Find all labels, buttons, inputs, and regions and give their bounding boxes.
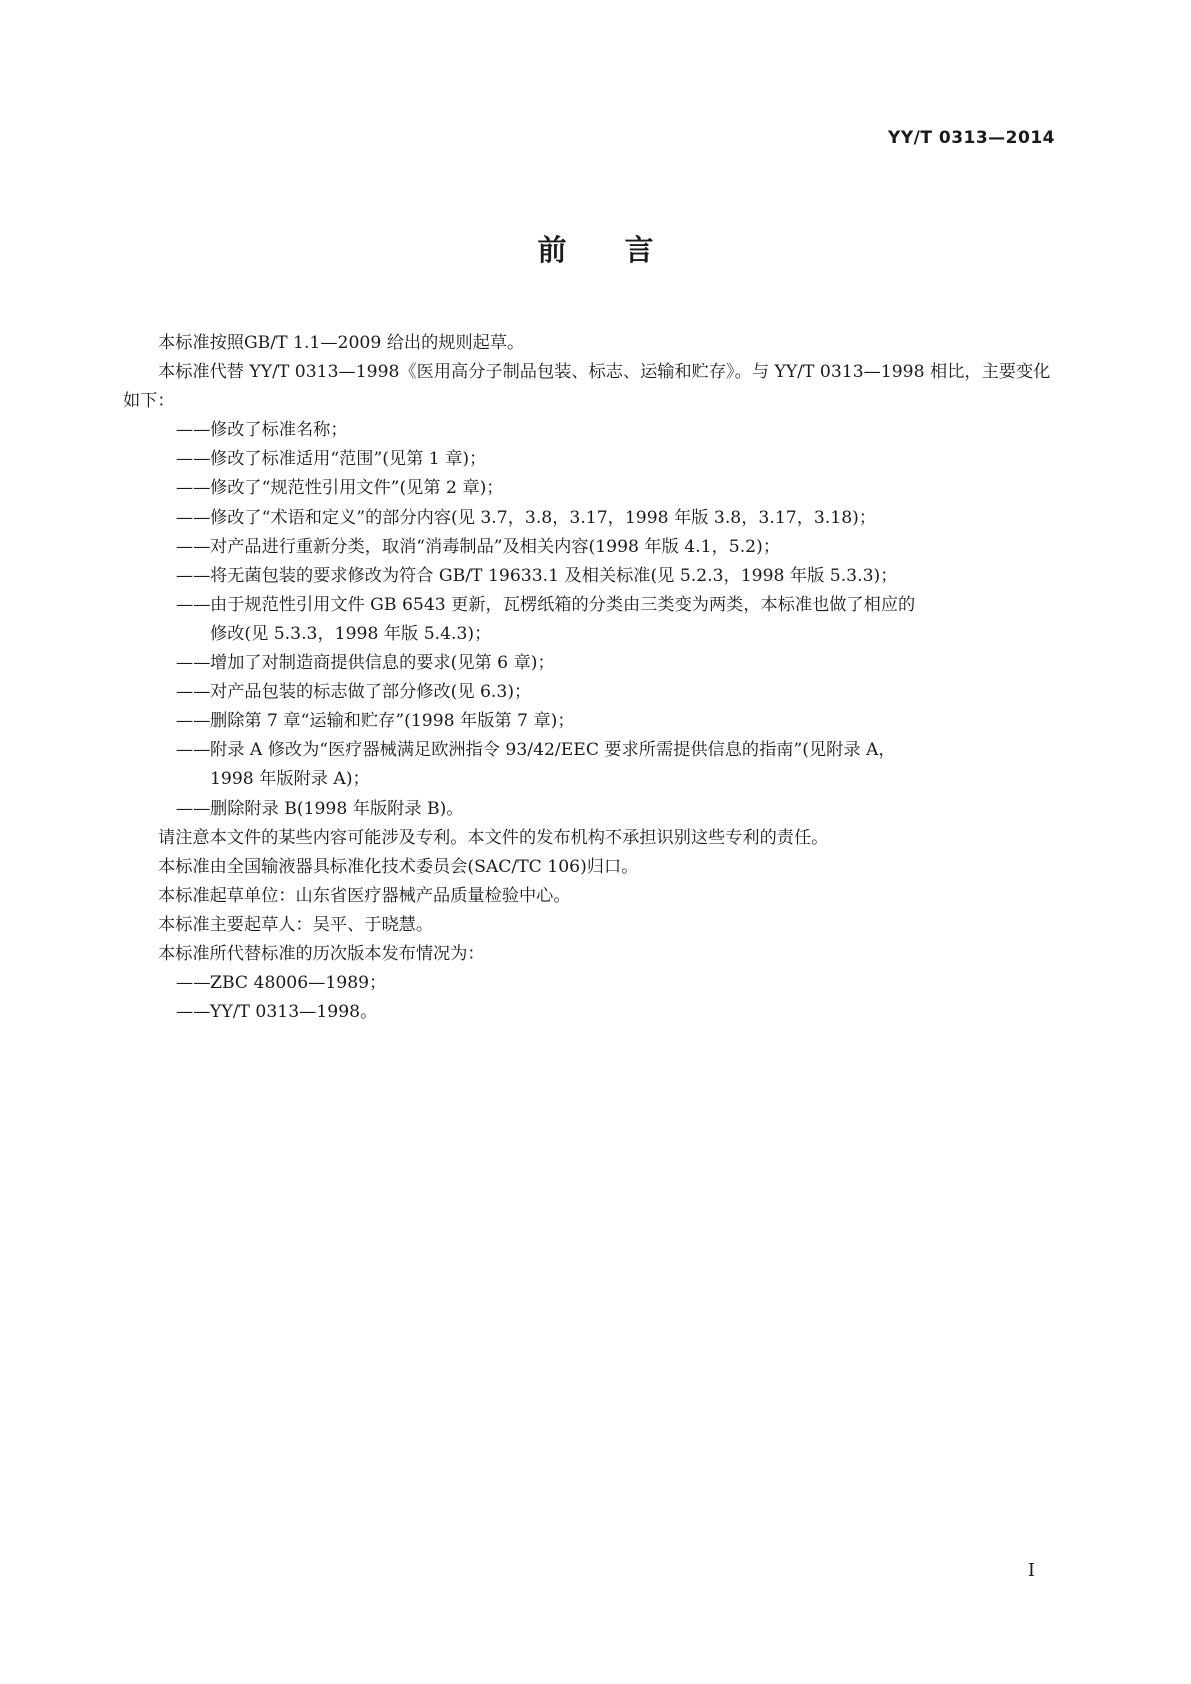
- list-item-text: YY/T 0313—1998。: [210, 1002, 378, 1023]
- list-item: [123, 678, 1058, 707]
- paragraph-drafting-rules: 本标准按照GB/T 1.1—2009 给出的规则起草。: [158, 333, 525, 353]
- changes-list: [123, 416, 1058, 823]
- list-item: [123, 562, 1058, 591]
- title-part-2: 言: [624, 233, 654, 267]
- page-title: [0, 228, 1191, 269]
- list-item: [123, 533, 1058, 562]
- history-list: [123, 969, 1058, 1027]
- dash-mark: ——: [176, 1002, 211, 1023]
- dash-mark: ——: [176, 536, 211, 557]
- list-item-text: 对产品进行重新分类，取消“消毒制品”及相关内容(1998 年版 4.1，5.2)；: [210, 536, 781, 557]
- dash-mark: ——: [176, 653, 211, 674]
- list-item: [123, 416, 1058, 445]
- list-item-text: 删除第 7 章“运输和贮存”(1998 年版第 7 章)；: [210, 711, 575, 732]
- list-item-text: ZBC 48006—1989；: [210, 973, 387, 994]
- page-number: I: [1027, 1560, 1035, 1581]
- list-item-text: 将无菌包装的要求修改为符合 GB/T 19633.1 及相关标准(见 5.2.3，1998 年版 5.3.3)；: [210, 565, 898, 586]
- list-item: [123, 649, 1058, 678]
- paragraph-history-intro: 本标准所代替标准的历次版本发布情况为：: [158, 943, 485, 964]
- list-item-text: 删除附录 B(1998 年版附录 B)。: [210, 798, 464, 819]
- list-item: [123, 445, 1058, 474]
- list-item: [123, 591, 1058, 649]
- dash-mark: ——: [176, 565, 211, 586]
- foreword-body: [123, 329, 1058, 1027]
- list-item-text: 由于规范性引用文件 GB 6543 更新，瓦楞纸箱的分类由三类变为两类，本标准也做了相应的: [210, 594, 916, 615]
- dash-mark: ——: [176, 740, 211, 761]
- list-item-text: 修改了“术语和定义”的部分内容(见 3.7，3.8，3.17，1998 年版 3.8，3.17，3.18)；: [210, 507, 877, 528]
- list-item-text: 附录 A 修改为“医疗器械满足欧洲指令 93/42/EEC 要求所需提供信息的指南”(见附录 A，: [210, 740, 896, 761]
- dash-mark: ——: [176, 594, 211, 615]
- dash-mark: ——: [176, 798, 211, 819]
- list-item: [123, 969, 1058, 998]
- dash-mark: ——: [176, 507, 211, 528]
- dash-mark: ——: [176, 682, 211, 703]
- dash-mark: ——: [176, 973, 211, 994]
- paragraph-drafters: 本标准主要起草人：吴平、于晓慧。: [158, 914, 434, 935]
- dash-mark: ——: [176, 478, 211, 499]
- standard-code: YY/T 0313—2014: [888, 128, 1055, 148]
- title-part-1: 前: [537, 233, 567, 267]
- list-item-text: 增加了对制造商提供信息的要求(见第 6 章)；: [210, 653, 555, 674]
- list-item: [123, 998, 1058, 1027]
- paragraph-patent: 请注意本文件的某些内容可能涉及专利。本文件的发布机构不承担识别这些专利的责任。: [158, 827, 829, 848]
- paragraph-committee: 本标准由全国输液器具标准化技术委员会(SAC/TC 106)归口。: [158, 856, 639, 877]
- list-item: [123, 504, 1058, 533]
- paragraph-drafting-unit: 本标准起草单位：山东省医疗器械产品质量检验中心。: [158, 885, 571, 906]
- dash-mark: ——: [176, 711, 211, 732]
- paragraph-replacement: 本标准代替 YY/T 0313—1998《医用高分子制品包装、标志、运输和贮存》。与 YY/T 0313—1998 相比，主要变化如下：: [123, 362, 1051, 412]
- list-item-continuation: 修改(见 5.3.3，1998 年版 5.4.3)；: [210, 623, 492, 644]
- list-item-text: 对产品包装的标志做了部分修改(见 6.3)；: [210, 682, 532, 703]
- dash-mark: ——: [176, 420, 211, 441]
- list-item-text: 修改了标准名称；: [210, 420, 348, 441]
- list-item-text: 修改了“规范性引用文件”(见第 2 章)；: [210, 478, 504, 499]
- list-item: [123, 707, 1058, 736]
- dash-mark: ——: [176, 449, 211, 470]
- list-item: [123, 795, 1058, 824]
- list-item: [123, 736, 1058, 794]
- list-item-continuation: 1998 年版附录 A)；: [210, 769, 370, 790]
- list-item: [123, 474, 1058, 503]
- list-item-text: 修改了标准适用“范围”(见第 1 章)；: [210, 449, 487, 470]
